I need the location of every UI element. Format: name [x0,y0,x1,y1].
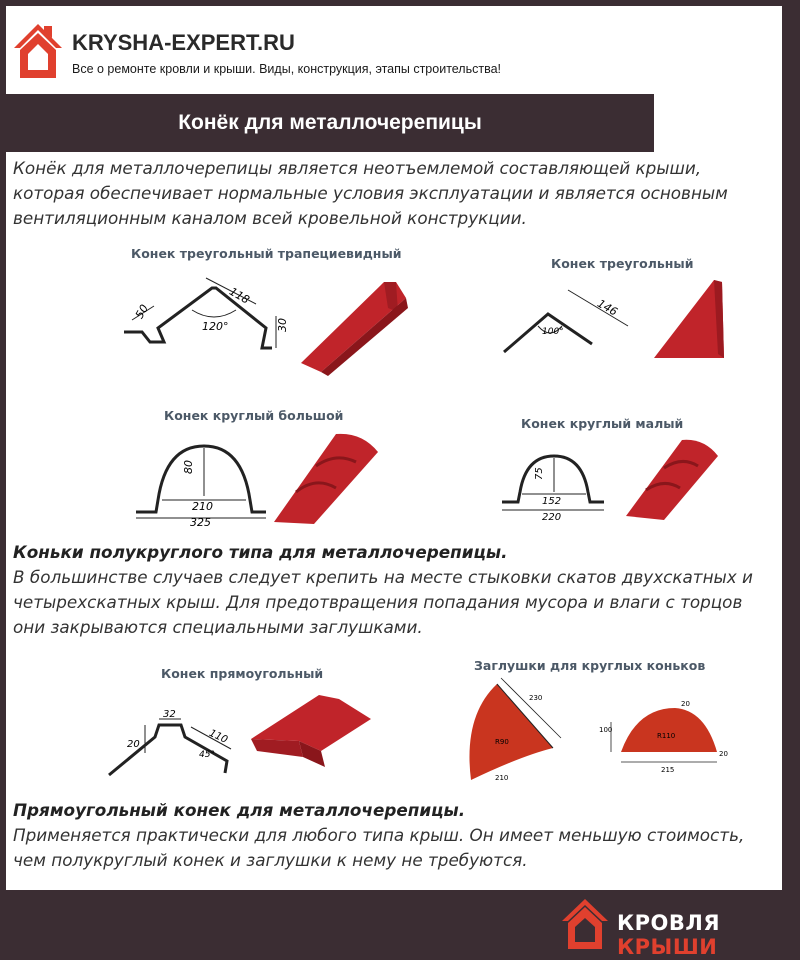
dim-30: 30 [276,318,289,332]
section-round-heading: Коньки полукруглого типа для металлочерепицы. [13,542,508,562]
site-header [6,6,782,92]
footer-brand[interactable] [617,911,800,959]
section-round [13,540,773,640]
end-caps-diagram [461,676,781,786]
dim-100: 100 [599,726,613,734]
dim-r90: R90 [495,738,509,746]
section-round-text: В большинстве случаев следует крепить на месте стыковки скатов двухскатных и четырехскатных крыш. Для предотвращения попадания мусора и влаги с торцов они закрываются специальными заглушками. [13,567,753,637]
round-small-ridge-diagram [496,434,736,524]
dim-80: 80 [182,460,195,474]
dim-215: 215 [661,766,675,774]
dim-146: 146 [595,296,620,319]
dim-110: 110 [207,727,230,746]
dim-20-side: 20 [719,750,728,758]
round-large-ridge-diagram [126,426,386,526]
dim-45deg: 45° [199,750,215,760]
dim-210: 210 [495,774,509,782]
dim-100deg: 100° [542,327,564,337]
caption-triangle: Конек треугольный [551,256,694,271]
section-rect-heading: Прямоугольный конек для металлочерепицы. [13,800,466,820]
site-tagline: Все о ремонте кровли и крыши. Виды, конструкция, этапы строительства! [72,62,502,76]
dim-20-top: 20 [681,700,690,708]
caption-trapezoid: Конек треугольный трапециевидный [131,246,402,261]
site-name[interactable]: KRYSHA-EXPERT.RU [72,30,295,55]
dim-118: 118 [227,284,252,307]
section-rect-text: Применяется практически для любого типа крыш. Он имеет меньшую стоимость, чем полукруглый конек и заглушки к нему не требуются. [13,825,745,870]
rectangular-ridge-diagram [101,691,381,786]
intro-text: Конёк для металлочерепицы является неотъемлемой составляющей крыши, которая обеспечивает нормальные условия эксплуатации и является основным вентиляционным каналом всей кровельной конструкции. [13,158,728,228]
caption-round-large: Конек круглый большой [164,408,344,423]
caption-round-small: Конек круглый малый [521,416,684,431]
footer-brand-a: КРОВЛЯ [617,911,721,935]
dim-32: 32 [163,709,176,720]
dim-r110: R110 [657,732,676,740]
trapezoid-ridge-diagram [116,268,416,378]
house-footer-logo-icon[interactable] [560,897,610,951]
caption-caps: Заглушки для круглых коньков [474,658,706,673]
section-rect [13,798,773,873]
dim-230: 230 [529,694,543,702]
dim-20: 20 [127,739,140,750]
dim-75: 75 [534,467,545,480]
dim-220: 220 [542,512,562,523]
dim-210: 210 [192,500,213,513]
dim-152: 152 [542,496,562,507]
triangle-ridge-diagram [496,274,736,374]
dim-120deg: 120° [202,320,229,333]
footer-brand-b: КРЫШИ [617,935,718,959]
dim-325: 325 [190,516,211,526]
house-logo-icon[interactable] [12,20,64,82]
page-title: Конёк для металлочерепицы [6,94,654,152]
dim-50: 50 [132,302,152,321]
content-frame [6,6,782,890]
caption-rectangular: Конек прямоугольный [161,666,324,681]
